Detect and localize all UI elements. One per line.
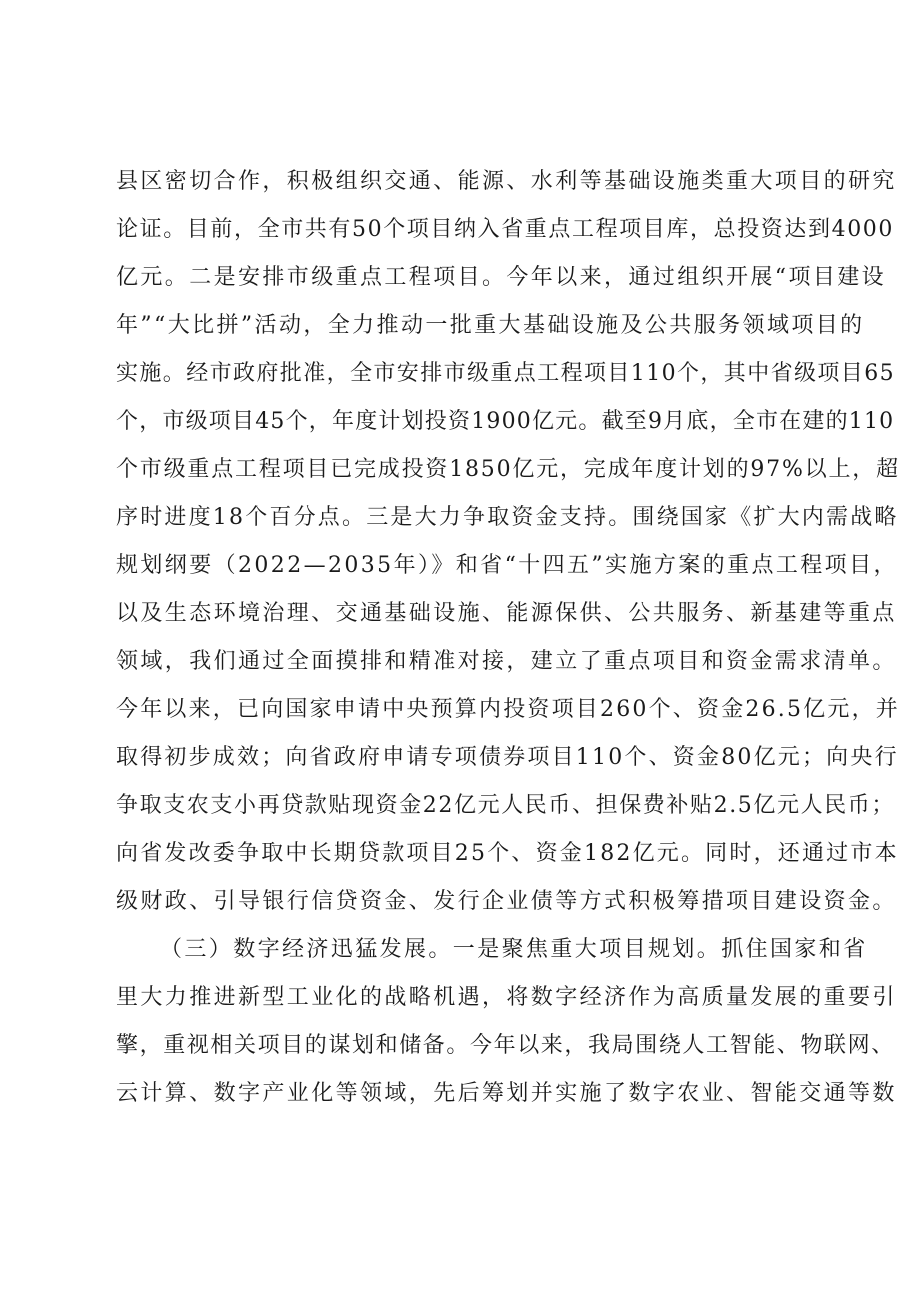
section-heading-line: （三）数字经济迅猛发展。一是聚焦重大项目规划。抓住国家和省 bbox=[160, 937, 868, 962]
text-line: 以及生态环境治理、交通基础设施、能源保供、公共服务、新基建等重点 bbox=[116, 601, 897, 626]
text-line: 规划纲要（2022—2035年）》和省“十四五”实施方案的重点工程项目， bbox=[116, 553, 898, 578]
text-line: 个市级重点工程项目已完成投资1850亿元，完成年度计划的97%以上，超 bbox=[116, 457, 900, 482]
text-line: 年”“大比拼”活动，全力推动一批重大基础设施及公共服务领域项目的 bbox=[116, 313, 865, 338]
text-line: 取得初步成效；向省政府申请专项债券项目110个、资金80亿元；向央行 bbox=[116, 745, 899, 770]
text-line: 实施。经市政府批准，全市安排市级重点工程项目110个，其中省级项目65 bbox=[116, 361, 895, 386]
text-line: 亿元。二是安排市级重点工程项目。今年以来，通过组织开展“项目建设 bbox=[116, 265, 887, 290]
text-line: 领域，我们通过全面摸排和精准对接，建立了重点项目和资金需求清单。 bbox=[116, 649, 897, 674]
text-line: 级财政、引导银行信贷资金、发行企业债等方式积极筹措项目建设资金。 bbox=[116, 889, 897, 914]
text-line: 里大力推进新型工业化的战略机遇，将数字经济作为高质量发展的重要引 bbox=[116, 985, 897, 1010]
text-line: 云计算、数字产业化等领域，先后筹划并实施了数字农业、智能交通等数 bbox=[116, 1081, 897, 1106]
text-line: 擎，重视相关项目的谋划和储备。今年以来，我局围绕人工智能、物联网、 bbox=[116, 1033, 895, 1058]
text-line: 论证。目前，全市共有50个项目纳入省重点工程项目库，总投资达到4000 bbox=[116, 217, 894, 242]
text-line: 争取支农支小再贷款贴现资金22亿元人民币、担保费补贴2.5亿元人民币； bbox=[116, 793, 895, 818]
text-line: 序时进度18个百分点。三是大力争取资金支持。围绕国家《扩大内需战略 bbox=[116, 505, 899, 530]
text-line: 个，市级项目45个，年度计划投资1900亿元。截至9月底，全市在建的110 bbox=[116, 409, 895, 434]
text-line: 向省发改委争取中长期贷款项目25个、资金182亿元。同时，还通过市本 bbox=[116, 841, 899, 866]
text-line: 今年以来，已向国家申请中央预算内投资项目260个、资金26.5亿元，并 bbox=[116, 697, 900, 722]
text-line: 县区密切合作，积极组织交通、能源、水利等基础设施类重大项目的研究 bbox=[116, 169, 897, 194]
